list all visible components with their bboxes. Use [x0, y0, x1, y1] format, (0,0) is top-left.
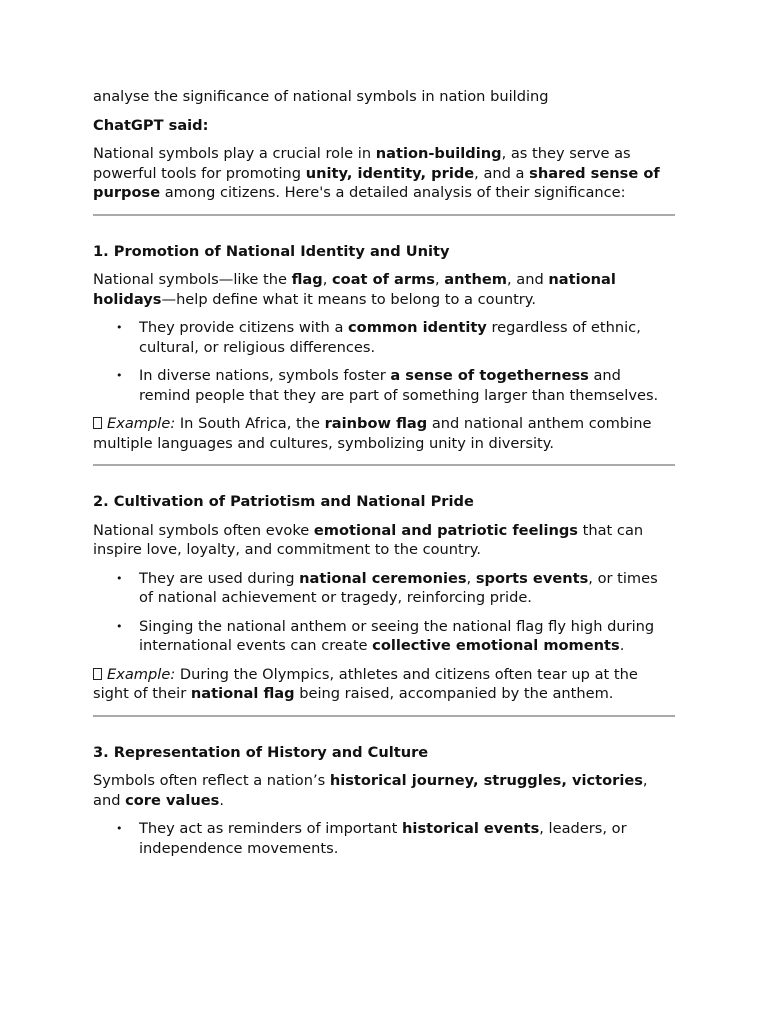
text-run: , and [93, 772, 648, 809]
bold-text: collective emotional moments [372, 637, 620, 654]
section-divider [93, 214, 675, 216]
example-text [93, 415, 651, 452]
list-item [139, 819, 675, 858]
missing-glyph-icon [93, 417, 102, 429]
bold-text: common identity [348, 319, 487, 336]
missing-glyph-icon [93, 668, 102, 680]
bold-text: core values [125, 791, 220, 809]
section-paragraph [93, 771, 675, 810]
text-run: During the Olympics, athletes and citizens often tear up at the sight of their [93, 665, 638, 702]
bold-text: flag [291, 271, 323, 288]
bold-text: national holidays [93, 271, 616, 308]
text-run: among citizens. Here's a detailed analysis of their significance: [160, 184, 626, 201]
text-run: National symbols play a crucial role in [93, 145, 376, 162]
text-run: . [219, 791, 224, 809]
section-divider [93, 715, 675, 717]
document-page [93, 87, 675, 867]
text-run: , [466, 569, 476, 587]
text-run: In South Africa, the [175, 415, 325, 432]
bold-text: historical journey, struggles, victories [329, 772, 643, 789]
bold-text: nation-building [375, 145, 502, 162]
text-run: being raised, accompanied by the anthem. [294, 685, 614, 702]
example-paragraph [93, 665, 675, 704]
bold-text: shared sense of purpose [93, 164, 660, 201]
text-run: Symbols often reflect a nation’s [93, 772, 330, 789]
speaker-label: ChatGPT said: [93, 116, 209, 134]
text-run: They provide citizens with a [139, 319, 349, 336]
section-3 [93, 743, 675, 859]
bold-text: national flag [190, 685, 295, 702]
bullet-list [93, 569, 675, 656]
text-run: and remind people that they are part of something larger than themselves. [139, 367, 659, 404]
section-paragraph [93, 270, 675, 309]
text-run: In diverse nations, symbols foster [139, 367, 391, 384]
bold-text: national ceremonies [299, 569, 467, 587]
example-text [93, 666, 638, 703]
list-item [139, 318, 675, 357]
italic-text: Example: [107, 415, 176, 432]
section-heading: 2. Cultivation of Patriotism and National Pride [93, 493, 474, 510]
italic-text: Example: [107, 665, 176, 683]
example-paragraph [93, 414, 675, 453]
text-run: , as they serve as powerful tools for promoting [93, 145, 631, 182]
user-prompt: analyse the significance of national symbols in nation building [93, 88, 549, 105]
text-run: —help define what it means to belong to a country. [161, 290, 536, 308]
section-2 [93, 492, 675, 717]
list-item [139, 366, 675, 405]
text-run: , [435, 271, 445, 288]
text-run: They act as reminders of important [139, 820, 403, 837]
bold-text: sports events [475, 569, 589, 587]
intro-paragraph [93, 144, 675, 203]
section-heading: 1. Promotion of National Identity and Unity [93, 242, 450, 260]
bold-text: a sense of togetherness [390, 367, 589, 384]
text-run: , and [507, 271, 549, 288]
text-run: , [322, 271, 333, 288]
bold-text: anthem [444, 271, 507, 288]
text-run: National symbols—like the [93, 271, 292, 288]
bold-text: historical events [402, 820, 540, 837]
text-run: and national anthem combine multiple languages and cultures, symbolizing unity in diversity. [93, 415, 652, 452]
text-run: , or times of national achievement or tragedy, reinforcing pride. [139, 569, 658, 606]
text-run: They are used during [139, 569, 300, 587]
list-item [139, 617, 675, 656]
section-divider [93, 464, 675, 466]
bullet-list [93, 819, 675, 858]
bold-text: unity, identity, pride [305, 164, 475, 182]
section-1 [93, 242, 675, 467]
section-paragraph [93, 521, 675, 560]
text-run: National symbols often evoke [93, 521, 314, 539]
text-run: . [619, 637, 625, 654]
bold-text: rainbow flag [324, 415, 428, 432]
text-run: that can inspire love, loyalty, and commitment to the country. [93, 521, 644, 558]
text-run: , leaders, or independence movements. [139, 820, 627, 857]
list-item [139, 569, 675, 608]
section-heading: 3. Representation of History and Culture [93, 743, 429, 761]
text-run: , and a [474, 164, 530, 182]
bullet-list [93, 318, 675, 405]
text-run: regardless of ethnic, cultural, or religious differences. [139, 319, 641, 356]
bold-text: coat of arms [332, 271, 435, 288]
text-run: Singing the national anthem or seeing the national flag fly high during international events can create [139, 617, 655, 654]
bold-text: emotional and patriotic feelings [313, 521, 578, 539]
